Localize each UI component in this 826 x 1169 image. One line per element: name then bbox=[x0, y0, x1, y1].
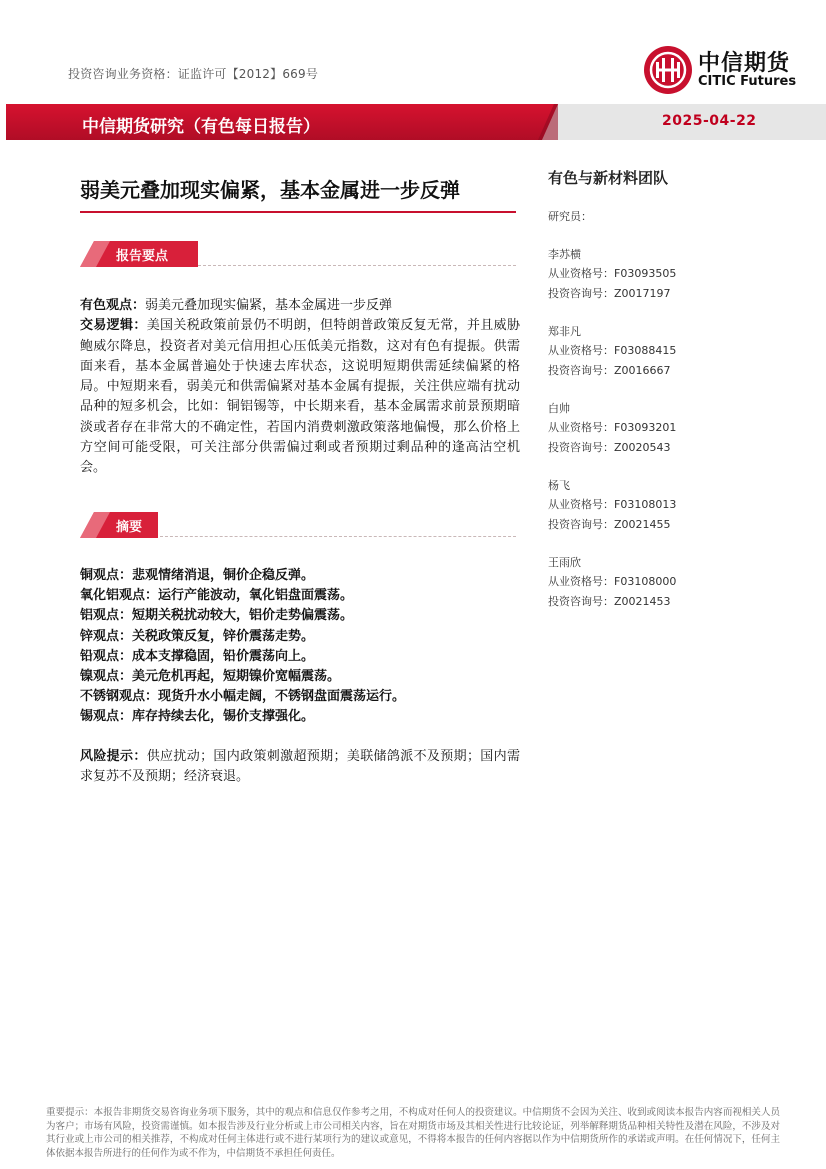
logo-chinese-name: 中信期货 bbox=[698, 51, 791, 76]
summary-item-alumina: 氧化铝观点：运行产能波动，氧化铝盘面震荡。 bbox=[80, 588, 354, 604]
summary-item-stainless: 不锈钢观点：现货升水小幅走阔，不锈钢盘面震荡运行。 bbox=[80, 689, 406, 705]
analyst-qualification: 从业资格号：F03108013 bbox=[548, 498, 677, 512]
analyst-consult-number: 投资咨询号：Z0021455 bbox=[548, 517, 671, 531]
analyst-card bbox=[548, 553, 676, 611]
report-title: 弱美元叠加现实偏紧，基本金属进一步反弹 bbox=[80, 178, 460, 202]
summary-item-zinc: 锌观点：关税政策反复，锌价震荡走势。 bbox=[80, 628, 315, 644]
analyst-name: 李苏横 bbox=[548, 248, 581, 261]
summary-item-nickel: 镍观点：美元危机再起，短期镍价宽幅震荡。 bbox=[80, 669, 341, 685]
title-divider bbox=[80, 211, 516, 213]
risk-text: 供应扰动；国内政策刺激超预期；美联储鸽派不及预期；国内需求复苏不及预期；经济衰退。 bbox=[80, 749, 520, 785]
view-text: 弱美元叠加现实偏紧，基本金属进一步反弹 bbox=[145, 298, 393, 313]
summary-item-tin: 锡观点：库存持续去化，锡价支撑强化。 bbox=[80, 709, 315, 725]
risk-paragraph bbox=[80, 747, 520, 788]
analyst-card bbox=[548, 245, 676, 303]
summary-item-copper: 铜观点：悲观情绪消退，铜价企稳反弹。 bbox=[80, 568, 315, 583]
analyst-qualification: 从业资格号：F03093505 bbox=[548, 267, 677, 281]
key-points-label: 报告要点 bbox=[116, 249, 169, 264]
analyst-name: 王雨欣 bbox=[548, 556, 581, 569]
analyst-card bbox=[548, 399, 676, 457]
analyst-consult-number: 投资咨询号：Z0016667 bbox=[548, 363, 671, 377]
summary-item-lead: 铅观点：成本支撑稳固，铅价震荡向上。 bbox=[80, 648, 315, 664]
citic-futures-logo bbox=[642, 44, 807, 96]
disclaimer-text: 重要提示：本报告非期货交易咨询业务项下服务，其中的观点和信息仅作参考之用，不构成对任何人的投资建议。中信期货不会因为关注、收到或阅读本报告内容而视相关人员为客户；市场有风险，投资需谨慎。如本报告涉及行业分析或上市公司相关内容，旨在对期货市场及其相关性进行比较论证，列举解释期货品种相关特性及潜在风险，不涉及对其行业或上市公司的相关推荐，不构成对任何主体进行或不进行某项行为的建议或意见，不得将本报告的任何内容据以作为中信期货所作的承诺或声明。在任何情况下，任何主体依据本报告所进行的任何作为或不作为，中信期货不承担任何责任。 bbox=[46, 1107, 780, 1159]
summary-heading bbox=[80, 512, 516, 538]
logo-english-name: CITIC Futures bbox=[698, 74, 797, 89]
report-series-banner bbox=[6, 104, 558, 140]
analyst-qualification: 从业资格号：F03108000 bbox=[548, 575, 677, 589]
analyst-qualification: 从业资格号：F03093201 bbox=[548, 421, 677, 435]
report-date: 2025-04-22 bbox=[662, 113, 757, 129]
analyst-consult-number: 投资咨询号：Z0021453 bbox=[548, 594, 671, 608]
summary-item-aluminum: 铝观点：短期关税扰动较大，铝价走势偏震荡。 bbox=[80, 608, 354, 624]
analyst-qualification: 从业资格号：F03088415 bbox=[548, 344, 677, 358]
section-dotted-rule bbox=[160, 536, 516, 537]
analyst-name: 杨飞 bbox=[548, 479, 570, 492]
license-text: 投资咨询业务资格：证监许可【2012】669号 bbox=[68, 67, 319, 81]
key-points-body bbox=[80, 296, 520, 479]
citic-logo-icon bbox=[642, 44, 694, 96]
section-dotted-rule bbox=[198, 265, 516, 266]
analyst-consult-number: 投资咨询号：Z0017197 bbox=[548, 286, 671, 300]
logic-text: 美国关税政策前景仍不明朗，但特朗普政策反复无常，并且威胁鲍威尔降息，投资者对美元信用担心压低美元指数，这对有色有提振。供需面来看，基本金属普遍处于快速去库状态，这说明短期供需延续偏紧的格局。中短期来看，弱美元和供需偏紧对基本金属有提振，关注供应端有扰动品种的短多机会，比如：铜铝锡等，中长期来看，基本金属需求前景预期暗淡或者存在非常大的不确定性，若国内消费刺激政策落地偏慢，那么价格上方空间可能受限，可关注部分供需偏过剩或者预期过剩品种的逢高沽空机会。 bbox=[80, 318, 520, 476]
researcher-label: 研究员： bbox=[548, 210, 592, 223]
risk-label: 风险提示： bbox=[80, 749, 147, 764]
key-points-heading bbox=[80, 241, 516, 267]
summary-list bbox=[80, 566, 520, 728]
analyst-card bbox=[548, 322, 676, 380]
banner-title: 中信期货研究（有色每日报告） bbox=[82, 117, 320, 137]
team-name: 有色与新材料团队 bbox=[548, 169, 669, 187]
logic-label: 交易逻辑： bbox=[80, 318, 147, 334]
view-label: 有色观点： bbox=[80, 298, 146, 313]
analyst-name: 郑非凡 bbox=[548, 325, 581, 338]
logic-paragraph bbox=[80, 316, 520, 478]
view-paragraph bbox=[80, 296, 520, 316]
summary-label: 摘要 bbox=[116, 520, 143, 535]
analyst-card bbox=[548, 476, 676, 534]
analyst-consult-number: 投资咨询号：Z0020543 bbox=[548, 440, 671, 454]
analyst-name: 白帅 bbox=[548, 402, 570, 415]
